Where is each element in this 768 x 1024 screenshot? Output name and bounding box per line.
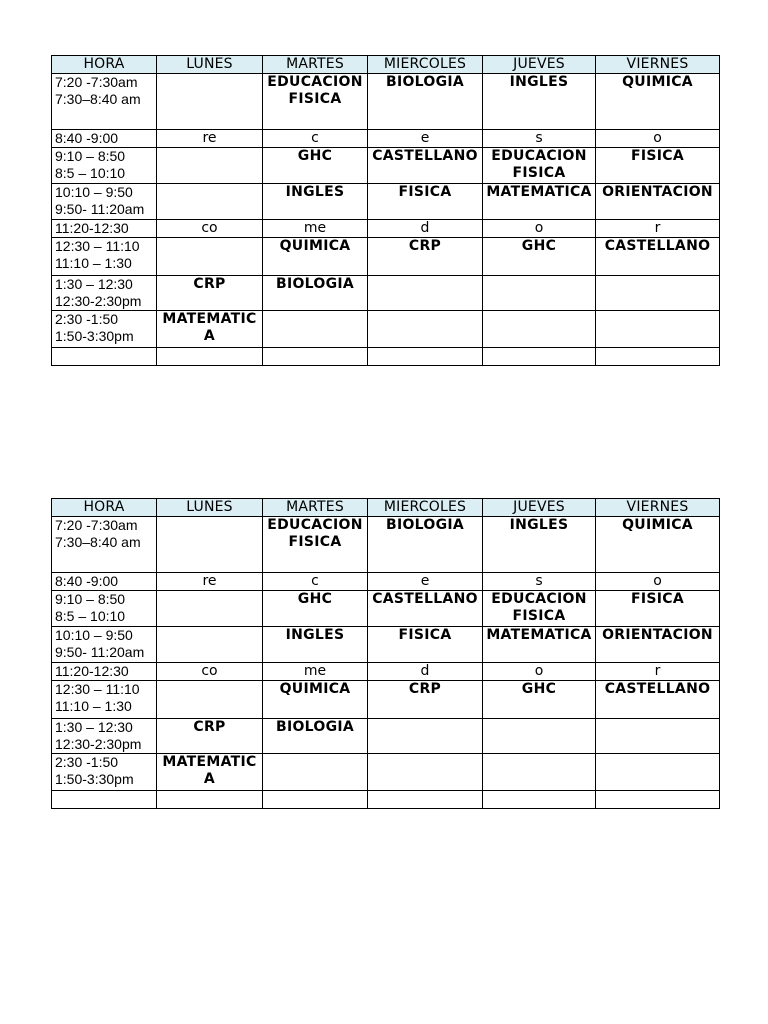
- time-line: 11:20-12:30: [55, 663, 129, 679]
- column-header-viernes: VIERNES: [596, 499, 720, 517]
- subject-cell-martes: EDUCACION FISICA: [263, 517, 368, 573]
- subject-cell-miercoles: d: [368, 220, 483, 238]
- subject-cell-jueves: EDUCACION FISICA: [483, 148, 596, 184]
- column-header-lunes: LUNES: [157, 499, 263, 517]
- column-header-hora: HORA: [52, 56, 157, 74]
- time-cell: [52, 220, 157, 238]
- subject-cell-lunes: [157, 681, 263, 719]
- subject-cell-miercoles: FISICA: [368, 627, 483, 663]
- table-row: [52, 276, 720, 311]
- subject-cell-viernes: o: [596, 130, 720, 148]
- column-header-miercoles: MIERCOLES: [368, 56, 483, 74]
- subject-cell-viernes: [596, 348, 720, 366]
- time-line: 12:30 – 11:10: [55, 681, 140, 697]
- subject-cell-lunes: [157, 74, 263, 130]
- time-line: 8:5 – 10:10: [55, 608, 126, 624]
- subject-cell-lunes: [157, 184, 263, 220]
- subject-cell-jueves: EDUCACION FISICA: [483, 591, 596, 627]
- subject-cell-martes: [263, 348, 368, 366]
- time-line: 8:40 -9:00: [55, 130, 119, 146]
- table-row: [52, 238, 720, 276]
- subject-cell-martes: INGLES: [263, 184, 368, 220]
- subject-cell-miercoles: BIOLOGIA: [368, 74, 483, 130]
- subject-cell-jueves: [483, 754, 596, 791]
- time-line: 12:30 – 11:10: [55, 238, 140, 254]
- subject-cell-jueves: [483, 276, 596, 311]
- time-cell: [52, 591, 157, 627]
- subject-cell-lunes: [157, 627, 263, 663]
- time-cell: [52, 276, 157, 311]
- subject-cell-jueves: [483, 791, 596, 809]
- table-row: [52, 791, 720, 809]
- subject-cell-martes: BIOLOGIA: [263, 276, 368, 311]
- table-row: [52, 220, 720, 238]
- time-line: 1:30 – 12:30: [55, 719, 133, 735]
- subject-cell-martes: me: [263, 220, 368, 238]
- time-line: 1:30 – 12:30: [55, 276, 133, 292]
- subject-cell-miercoles: CASTELLANO: [368, 148, 483, 184]
- time-line: 7:30–8:40 am: [55, 534, 141, 550]
- column-header-jueves: JUEVES: [483, 56, 596, 74]
- time-line: 9:10 – 8:50: [55, 591, 126, 607]
- subject-cell-viernes: QUIMICA: [596, 517, 720, 573]
- subject-cell-jueves: [483, 311, 596, 348]
- time-cell: [52, 663, 157, 681]
- subject-cell-viernes: [596, 276, 720, 311]
- subject-cell-martes: QUIMICA: [263, 681, 368, 719]
- subject-cell-martes: me: [263, 663, 368, 681]
- subject-cell-jueves: [483, 348, 596, 366]
- subject-cell-lunes: [157, 238, 263, 276]
- subject-cell-miercoles: [368, 348, 483, 366]
- subject-cell-martes: EDUCACION FISICA: [263, 74, 368, 130]
- subject-cell-lunes: [157, 791, 263, 809]
- subject-cell-viernes: CASTELLANO: [596, 681, 720, 719]
- time-cell: [52, 681, 157, 719]
- subject-cell-martes: [263, 311, 368, 348]
- subject-cell-viernes: QUIMICA: [596, 74, 720, 130]
- subject-cell-martes: GHC: [263, 148, 368, 184]
- table-row: [52, 681, 720, 719]
- subject-cell-lunes: CRP: [157, 719, 263, 754]
- subject-cell-martes: INGLES: [263, 627, 368, 663]
- table-row: [52, 74, 720, 130]
- time-line: 9:50- 11:20am: [55, 201, 145, 217]
- time-cell: [52, 573, 157, 591]
- schedule-table-1: [51, 55, 720, 366]
- column-header-martes: MARTES: [263, 56, 368, 74]
- subject-cell-viernes: ORIENTACION: [596, 627, 720, 663]
- subject-cell-lunes: MATEMATICA: [157, 311, 263, 348]
- subject-cell-viernes: r: [596, 220, 720, 238]
- time-line: 11:10 – 1:30: [55, 698, 132, 714]
- time-line: 10:10 – 9:50: [55, 627, 133, 643]
- subject-cell-miercoles: [368, 719, 483, 754]
- time-line: 7:20 -7:30am: [55, 517, 138, 533]
- subject-cell-jueves: MATEMATICA: [483, 627, 596, 663]
- time-cell: [52, 184, 157, 220]
- subject-cell-viernes: [596, 754, 720, 791]
- subject-cell-jueves: GHC: [483, 681, 596, 719]
- subject-cell-martes: QUIMICA: [263, 238, 368, 276]
- time-line: 8:5 – 10:10: [55, 165, 126, 181]
- subject-cell-jueves: s: [483, 573, 596, 591]
- time-cell: [52, 74, 157, 130]
- subject-cell-viernes: r: [596, 663, 720, 681]
- table-row: [52, 148, 720, 184]
- time-line: 10:10 – 9:50: [55, 184, 133, 200]
- subject-cell-jueves: MATEMATICA: [483, 184, 596, 220]
- time-cell: [52, 311, 157, 348]
- subject-cell-miercoles: CASTELLANO: [368, 591, 483, 627]
- time-cell: [52, 791, 157, 809]
- subject-cell-miercoles: d: [368, 663, 483, 681]
- subject-cell-viernes: o: [596, 573, 720, 591]
- subject-cell-viernes: ORIENTACION: [596, 184, 720, 220]
- subject-cell-miercoles: [368, 791, 483, 809]
- subject-cell-lunes: CRP: [157, 276, 263, 311]
- table-row: [52, 591, 720, 627]
- table-row: [52, 130, 720, 148]
- subject-cell-lunes: [157, 591, 263, 627]
- time-line: 11:20-12:30: [55, 220, 129, 236]
- subject-cell-viernes: FISICA: [596, 591, 720, 627]
- subject-cell-jueves: INGLES: [483, 517, 596, 573]
- subject-cell-lunes: re: [157, 130, 263, 148]
- time-line: 7:20 -7:30am: [55, 74, 138, 90]
- subject-cell-jueves: [483, 719, 596, 754]
- time-line: 1:50-3:30pm: [55, 771, 134, 787]
- time-line: 12:30-2:30pm: [55, 736, 142, 752]
- subject-cell-viernes: [596, 311, 720, 348]
- table-row: [52, 348, 720, 366]
- column-header-martes: MARTES: [263, 499, 368, 517]
- table-row: [52, 184, 720, 220]
- subject-cell-miercoles: BIOLOGIA: [368, 517, 483, 573]
- time-line: 2:30 -1:50: [55, 754, 119, 770]
- time-cell: [52, 627, 157, 663]
- subject-cell-martes: c: [263, 573, 368, 591]
- time-cell: [52, 148, 157, 184]
- table-row: [52, 719, 720, 754]
- subject-cell-viernes: [596, 791, 720, 809]
- subject-cell-jueves: s: [483, 130, 596, 148]
- subject-cell-lunes: [157, 148, 263, 184]
- time-cell: [52, 754, 157, 791]
- time-line: 9:50- 11:20am: [55, 644, 145, 660]
- subject-cell-miercoles: e: [368, 130, 483, 148]
- subject-cell-miercoles: [368, 754, 483, 791]
- time-cell: [52, 130, 157, 148]
- table-row: [52, 663, 720, 681]
- subject-cell-martes: BIOLOGIA: [263, 719, 368, 754]
- time-line: 12:30-2:30pm: [55, 293, 142, 309]
- subject-cell-martes: [263, 791, 368, 809]
- subject-cell-martes: [263, 754, 368, 791]
- subject-cell-viernes: FISICA: [596, 148, 720, 184]
- time-cell: [52, 517, 157, 573]
- table-row: [52, 627, 720, 663]
- column-header-jueves: JUEVES: [483, 499, 596, 517]
- time-cell: [52, 348, 157, 366]
- time-line: 9:10 – 8:50: [55, 148, 126, 164]
- time-line: 2:30 -1:50: [55, 311, 119, 327]
- time-line: 7:30–8:40 am: [55, 91, 141, 107]
- header-row: [52, 56, 720, 74]
- time-line: 11:10 – 1:30: [55, 255, 132, 271]
- subject-cell-lunes: co: [157, 220, 263, 238]
- table-row: [52, 573, 720, 591]
- subject-cell-jueves: o: [483, 663, 596, 681]
- subject-cell-jueves: INGLES: [483, 74, 596, 130]
- column-header-lunes: LUNES: [157, 56, 263, 74]
- column-header-viernes: VIERNES: [596, 56, 720, 74]
- table-row: [52, 311, 720, 348]
- subject-cell-lunes: MATEMATICA: [157, 754, 263, 791]
- subject-cell-miercoles: e: [368, 573, 483, 591]
- schedule-table-2: [51, 498, 720, 809]
- subject-cell-miercoles: [368, 311, 483, 348]
- subject-cell-miercoles: CRP: [368, 238, 483, 276]
- subject-cell-lunes: re: [157, 573, 263, 591]
- table-row: [52, 754, 720, 791]
- subject-cell-martes: c: [263, 130, 368, 148]
- subject-cell-jueves: o: [483, 220, 596, 238]
- time-cell: [52, 719, 157, 754]
- subject-cell-viernes: CASTELLANO: [596, 238, 720, 276]
- subject-cell-jueves: GHC: [483, 238, 596, 276]
- header-row: [52, 499, 720, 517]
- subject-cell-miercoles: [368, 276, 483, 311]
- subject-cell-lunes: [157, 348, 263, 366]
- table-row: [52, 517, 720, 573]
- time-line: 8:40 -9:00: [55, 573, 119, 589]
- time-line: 1:50-3:30pm: [55, 328, 134, 344]
- time-cell: [52, 238, 157, 276]
- subject-cell-miercoles: FISICA: [368, 184, 483, 220]
- column-header-hora: HORA: [52, 499, 157, 517]
- subject-cell-lunes: [157, 517, 263, 573]
- subject-cell-martes: GHC: [263, 591, 368, 627]
- subject-cell-miercoles: CRP: [368, 681, 483, 719]
- subject-cell-lunes: co: [157, 663, 263, 681]
- column-header-miercoles: MIERCOLES: [368, 499, 483, 517]
- subject-cell-viernes: [596, 719, 720, 754]
